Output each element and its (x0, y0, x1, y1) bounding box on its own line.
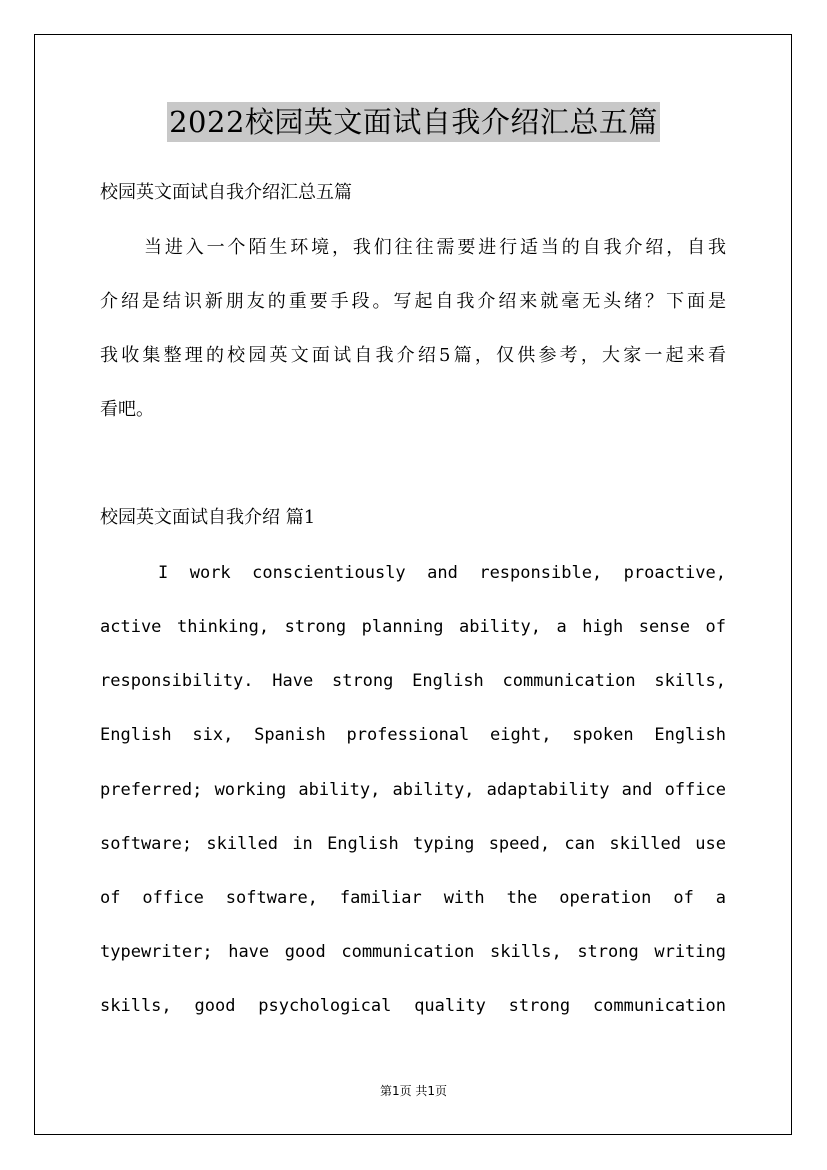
body-line: software; skilled in English typing speed, can skilled use (100, 834, 726, 854)
body-line: skills, good psychological quality strong communication (100, 996, 726, 1016)
body-line: active thinking, strong planning ability, a high sense of (100, 617, 726, 637)
body-line: preferred; working ability, ability, adaptability and office (100, 780, 726, 800)
document-subtitle: 校园英文面试自我介绍汇总五篇 (100, 182, 352, 203)
intro-line: 看吧。 (100, 399, 154, 420)
body-line: English six, Spanish professional eight, spoken English (100, 725, 726, 745)
section-heading: 校园英文面试自我介绍 篇1 (100, 507, 316, 528)
body-line: of office software, familiar with the operation of a (100, 888, 726, 908)
title-container (0, 102, 827, 142)
intro-line: 介绍是结识新朋友的重要手段。写起自我介绍来就毫无头绪？下面是 (100, 291, 726, 312)
body-line: I work conscientiously and responsible, proactive, (158, 563, 726, 583)
intro-line: 当进入一个陌生环境，我们往往需要进行适当的自我介绍，自我 (144, 237, 726, 258)
document-title: 2022校园英文面试自我介绍汇总五篇 (167, 102, 660, 142)
body-line: responsibility. Have strong English communication skills, (100, 671, 726, 691)
body-line: typewriter; have good communication skills, strong writing (100, 942, 726, 962)
page-number-footer: 第1页 共1页 (379, 1084, 448, 1098)
intro-line: 我收集整理的校园英文面试自我介绍5篇，仅供参考，大家一起来看 (100, 345, 726, 366)
